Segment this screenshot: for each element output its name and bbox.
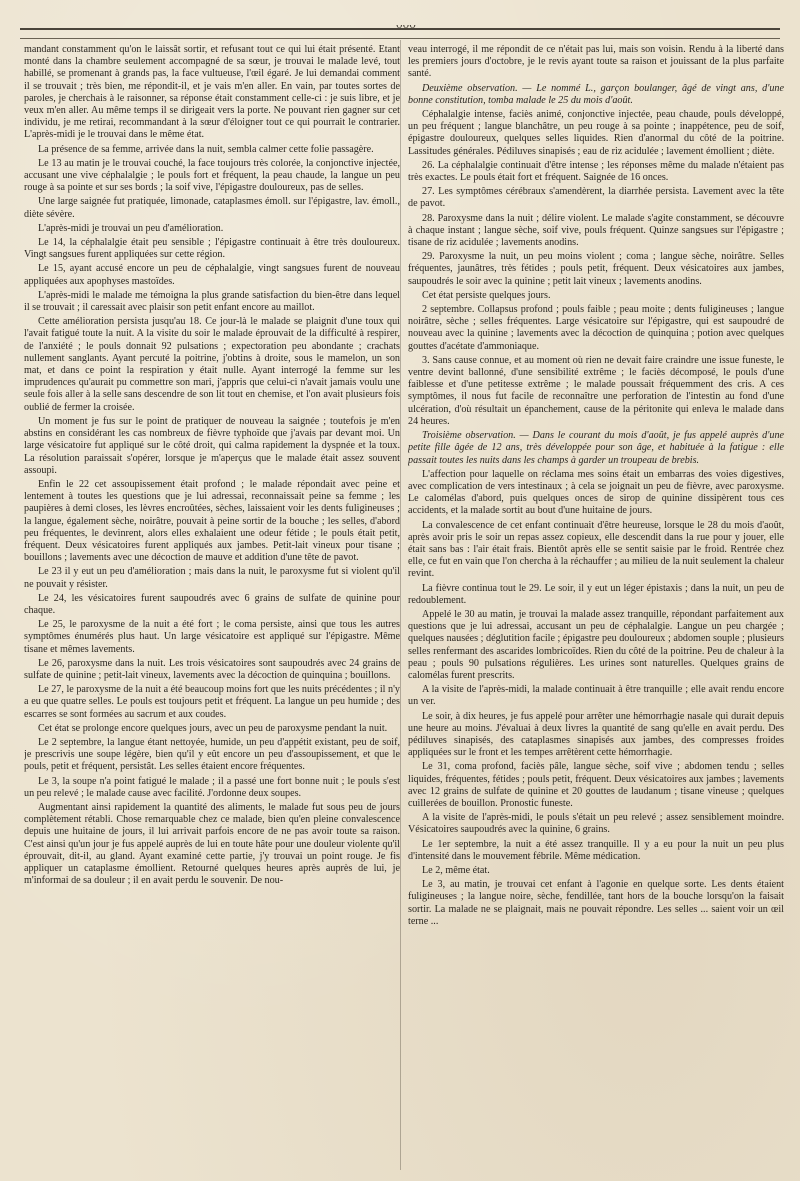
- paragraph: Le soir, à dix heures, je fus appelé pour arrêter une hémorrhagie nasale qui durait depuis une heure au moins. J'évaluai à deux livres la quantité de sang qu'elle en avait perdu. Des pédiluves sinapisés, des cataplasmes sinapisés aux jambes, des compresses froides appliquées sur le front et les tempes arrêtèrent cette hémorrhagie.: [408, 710, 784, 759]
- paragraph: Le 1er septembre, la nuit a été assez tranquille. Il y a eu pour la nuit un peu plus d'intensité dans le mouvement fébrile. Même médication.: [408, 838, 784, 862]
- paragraph: Le 2, même état.: [422, 865, 490, 876]
- paragraph: Le 2 septembre, la langue étant nettoyée, humide, un peu d'appétit existant, peu de soif, je prescrivis une soupe légère, bien qu'il y eût encore un peu d'assoupissement, et que le pouls, petit et fréquent, persistât. Les selles étaient encore fréquentes.: [24, 736, 400, 773]
- paragraph: Appelé le 30 au matin, je trouvai la malade assez tranquille, répondant parfaitement aux questions que je lui adressai, accusant un peu de céphalalgie. Langue un peu chargée ; quelques nausées ; déglutition facile ; épigastre peu douloureux ; abdomen souple ; plusieurs selles renfermant des ascarides lombricoïdes. Rien du côté de la poitrine. Peu de chaleur à la peau ; pouls 90 pulsations régulières. Les urines sont naturelles. Quelques grains de calomélas furent prescrits.: [408, 608, 784, 681]
- paragraph: La convalescence de cet enfant continuait d'être heureuse, lorsque le 28 du mois d'août, après avoir pris le soir un repas assez copieux, elle descendit dans la rue pour y jouer, elle était sans bas : l'air était frais. Bientôt après elle se sentit saisie par le froid. Rentrée chez elle, ce fut en vain que l'on chercha à la réchauffer ; au milieu de la nuit seulement la chaleur revint.: [408, 519, 784, 580]
- paragraph: veau interrogé, il me répondit de ce n'était pas lui, mais son voisin. Rendu à la liberté dans les premiers jours d'octobre, je le revis ayant toute sa raison et jouissant de la plus parfaite santé.: [408, 44, 784, 80]
- paragraph: 2 septembre. Collapsus profond ; pouls faible ; peau moite ; dents fuligineuses ; langue noirâtre, sèche ; selles fréquentes. Large vésicatoire sur l'épigastre, qui est saupoudré de nouveau avec la quinine ; lavements avec la décoction de quinquina ; potion avec quelques gouttes d'acétate d'ammoniaque.: [408, 304, 784, 352]
- paragraph: 27. Les symptômes cérébraux s'amendèrent, la diarrhée persista. Lavement avec la tête de pavot.: [408, 186, 784, 210]
- header-mark: ᴗᴗᴗ: [396, 18, 416, 31]
- observation-paragraph: Deuxième observation. — Le nommé L., garçon boulanger, âgé de vingt ans, d'une bonne constitution, tomba malade le 25 du mois d'août.: [408, 82, 784, 106]
- paragraph: Le 26, paroxysme dans la nuit. Les trois vésicatoires sont saupoudrés avec 24 grains de sulfate de quinine ; petit-lait vineux, lavements avec la décoction de quinquina ; bouillons.: [24, 657, 400, 681]
- right-column: [408, 44, 784, 1169]
- paragraph: 29. Paroxysme la nuit, un peu moins violent ; coma ; langue sèche, noirâtre. Selles fréquentes, jaunâtres, très fétides ; pouls petit, fréquent. Deux vésicatoires aux jambes, saupoudrés le soir avec la quinine ; petit lait vineux ; lavements anodins.: [408, 251, 784, 287]
- paragraph: L'après-midi le malade me témoigna la plus grande satisfaction du bien-être dans lequel il se trouvait ; il caressait avec plaisir son petit enfant encore au maillot.: [24, 289, 400, 314]
- paragraph: Une large saignée fut pratiquée, limonade, cataplasmes émoll. sur l'épigastre, lav. émoll., diète sévère.: [24, 196, 400, 220]
- paragraph: L'affection pour laquelle on réclama mes soins était un embarras des voies digestives, avec complication de vers intestinaux ; à cela se joignait un peu de fièvre, avec paroxysme. Le calomélas d'abord, puis quelques onces de sirop de quinine dissipèrent tous ces accidents, et la malade sortit au bout d'une huitaine de jours.: [408, 468, 784, 517]
- paragraph: La présence de sa femme, arrivée dans la nuit, sembla calmer cette folie passagère.: [38, 143, 374, 155]
- paragraph: mandant constamment qu'on le laissât sortir, et refusant tout ce qui lui était présenté. Etant monté dans la chambre seulement accompagné de sa sœur, je trouvai le malade levé, tout habillé, se promenant à grands pas, la face vultueuse, l'œil égaré. Je lui demandai comment il se trouvait ; très bien, me répondit-il, et je vais m'en aller. En vain, par toutes sortes de paroles, je cherchais à le raisonner, sa réponse était constamment celle-ci : je suis libre, et je veux m'en aller. Au même temps il se dirigeait vers la porte. Ne pouvant rien gagner sur cet individu, je me retirai, recommandant à la sœur d'éloigner tout ce qui pourrait le contrarier. L'après-midi je le trouvai dans le même état.: [24, 44, 400, 141]
- column-divider: [400, 40, 401, 1170]
- paragraph: L'après-midi je trouvai un peu d'amélioration.: [38, 222, 224, 234]
- paragraph: Le 24, les vésicatoires furent saupoudrés avec 6 grains de sulfate de quinine pour chaque.: [24, 592, 400, 616]
- paragraph: A la visite de l'après-midi, la malade continuait à être tranquille ; elle avait rendu encore un ver.: [408, 684, 784, 708]
- left-column: [24, 44, 400, 1169]
- paragraph: Le 27, le paroxysme de la nuit a été beaucoup moins fort que les nuits précédentes ; il n'y a eu que quatre selles. Le pouls est toujours petit et fréquent. La langue un peu humide ; des escarres se sont formées au sacrum et aux coudes.: [24, 684, 400, 720]
- paragraph: Augmentant ainsi rapidement la quantité des aliments, le malade fut sous peu de jours complètement rétabli. Chose remarquable chez ce malade, bien qu'en pleine convalescence depuis une huitaine de jours, il lui arrivait parfois encore de ne pas avoir toute sa raison. C'est ainsi qu'un jour je fus appelé auprès de lui en toute hâte pour une douleur violente qu'il éprouvait, dit-il, au gland. Ayant examiné cette partie, j'y trouvai un point rouge. Je fis appliquer un cataplasme émollient. Retourné quelques heures après auprès de lui, je m'informai de sa douleur ; il en avait perdu le souvenir. De nou-: [24, 801, 400, 887]
- paragraph: Enfin le 22 cet assoupissement était profond ; le malade répondait avec peine et lentement à toutes les questions que je lui adressai, reconnaissait peine sa femme ; les paupières à demi closes, les lèvres encroûtées, sèches, laissaient voir les dents fuligineuses ; la langue, également sèche, noirâtre, pouvait à peine sortir de la bouche ; les selles, d'abord peu fréquentes, le devinrent, alors elles exhalaient une odeur fétide ; le pouls était petit, fréquent. Deux vésicatoires furent appliqués aux jambes. Petit-lait vineux pour tisane ; bouillons ; lavements avec une décoction de mauve et addition d'une tête de pavot.: [24, 478, 400, 564]
- paragraph: Céphalalgie intense, faciès animé, conjonctive injectée, peau chaude, pouls développé, un peu fréquent ; langue blanchâtre, un peu rouge à sa pointe ; inappétence, peu de soif, épigastre douloureux, quelques selles liquides. Rien d'anormal du côté de la poitrine. Lassitudes générales. Pédiluves sinapisés ; eau de riz acidulée ; lavement émollient ; diète.: [408, 109, 784, 157]
- paragraph: Le 25, le paroxysme de la nuit a été fort ; le coma persiste, ainsi que tous les autres symptômes énumérés plus haut. Un large vésicatoire est appliqué sur l'épigastre. Même tisane et mêmes lavements.: [24, 619, 400, 655]
- paragraph: Un moment je fus sur le point de pratiquer de nouveau la saignée ; toutefois je m'en abstins en considérant les cas nombreux de fièvre typhoïde que j'avais par devant moi. Un large vésicatoire fut appliqué sur le côté droit, qui calma rapidement la dyspnée et la toux. La résolution paraissait s'opérer, lorsque je m'aperçus que le malade était assez souvent assoupi.: [24, 415, 400, 476]
- paragraph: Le 23 il y eut un peu d'amélioration ; mais dans la nuit, le paroxysme fut si violent qu'il ne pouvait y résister.: [24, 566, 400, 590]
- paragraph: A la visite de l'après-midi, le pouls s'était un peu relevé ; assez sensiblement moindre. Vésicatoires saupoudrés avec la quinine, 6 grains.: [408, 812, 784, 836]
- paragraph: 3. Sans cause connue, et au moment où rien ne devait faire craindre une issue funeste, le ventre devint ballonné, d'une sensibilité extrême ; le faciès décomposé, le pouls d'une faiblesse et d'une petitesse extrême ; le malade poussait fréquemment des cris. A ces symptômes, il nous fut facile de reconnaître une perforation de l'intestin au fond d'une ulcération, d'où résultait un épanchement, cause de la péritonite qui enleva le malade dans 24 heures.: [408, 354, 784, 427]
- paragraph: Le 3, au matin, je trouvai cet enfant à l'agonie en quelque sorte. Les dents étaient fuligineuses ; la langue noire, sèche, fendillée, tant hors de la bouche lorsqu'on la faisait sortir. La malade ne se plaignait, mais ne pouvait répondre. Les selles ... saient voir un œil terne ...: [408, 879, 784, 927]
- paragraph: Le 14, la céphalalgie était peu sensible ; l'épigastre continuait à être très douloureux. Vingt sangsues furent appliquées sur cette région.: [24, 237, 400, 261]
- observation-paragraph: Troisième observation. — Dans le courant du mois d'août, je fus appelé auprès d'une petite fille âgée de 12 ans, très développée pour son âge, et habituée à la fatigue : elle passait toutes les nuits dans les champs à garder un troupeau de brebis.: [408, 430, 784, 466]
- paragraph: Cet état persiste quelques jours.: [422, 289, 551, 301]
- paragraph: Le 13 au matin je le trouvai couché, la face toujours très colorée, la conjonctive injectée, accusant une vive céphalalgie ; le pouls fort et fréquent, la peau chaude, la langue un peu rouge à sa pointe et sur ses bords ; la soif vive, l'épigastre douloureux, pas de selles.: [24, 157, 400, 194]
- paragraph: Cette amélioration persista jusqu'au 18. Ce jour-là le malade se plaignit d'une toux qui l'avait fatigué toute la nuit. A la visite du soir le malade éprouvait de la difficulté à respirer, de l'anxiété ; le pouls donnait 92 pulsations ; expectoration peu abondante ; crachats nullement sanglants. Ayant percuté la poitrine, j'obtins à droite, sous le mamelon, un son mat, et dans ce point la respiration y était nulle. Ayant interrogé la femme sur les imprudences qu'aurait pu commettre son mari, j'appris que celui-ci n'avait jamais voulu une seule fois aller à la selle sans descendre de son lit tout en chemise, et l'on avait plusieurs fois oublié de fermer la croisée.: [24, 316, 400, 413]
- paragraph: 26. La céphalalgie continuait d'être intense ; les réponses même du malade n'étaient pas très exactes. Le pouls était fort et fréquent. Saignée de 16 onces.: [408, 159, 784, 184]
- paragraph: Le 3, la soupe n'a point fatigué le malade ; il a passé une fort bonne nuit ; le pouls s'est un peu relevé ; le malade cause avec facilité. J'ordonne deux soupes.: [24, 775, 400, 799]
- paragraph: Le 31, coma profond, faciès pâle, langue sèche, soif vive ; abdomen tendu ; selles liquides, fréquentes, fétides ; pouls petit, fréquent. Deux vésicatoires aux jambes ; lavements avec 12 grains de sulfate de quinine et 20 gouttes de laudanum ; tisane vineuse ; quelques cuillerées de bouillon. Pronostic funeste.: [408, 761, 784, 809]
- paragraph: 28. Paroxysme dans la nuit ; délire violent. Le malade s'agite constamment, se découvre à chaque instant ; langue sèche, soif vive, pouls fréquent. Quinze sangsues sur l'épigastre ; tisane de riz acidulée ; lavements anodins.: [408, 212, 784, 249]
- paragraph: Le 15, ayant accusé encore un peu de céphalalgie, vingt sangsues furent de nouveau appliquées aux apophyses mastoïdes.: [24, 263, 400, 287]
- paragraph: La fièvre continua tout le 29. Le soir, il y eut un léger épistaxis ; dans la nuit, un peu de redoublement.: [408, 582, 784, 606]
- paragraph: Cet état se prolonge encore quelques jours, avec un peu de paroxysme pendant la nuit.: [38, 722, 388, 734]
